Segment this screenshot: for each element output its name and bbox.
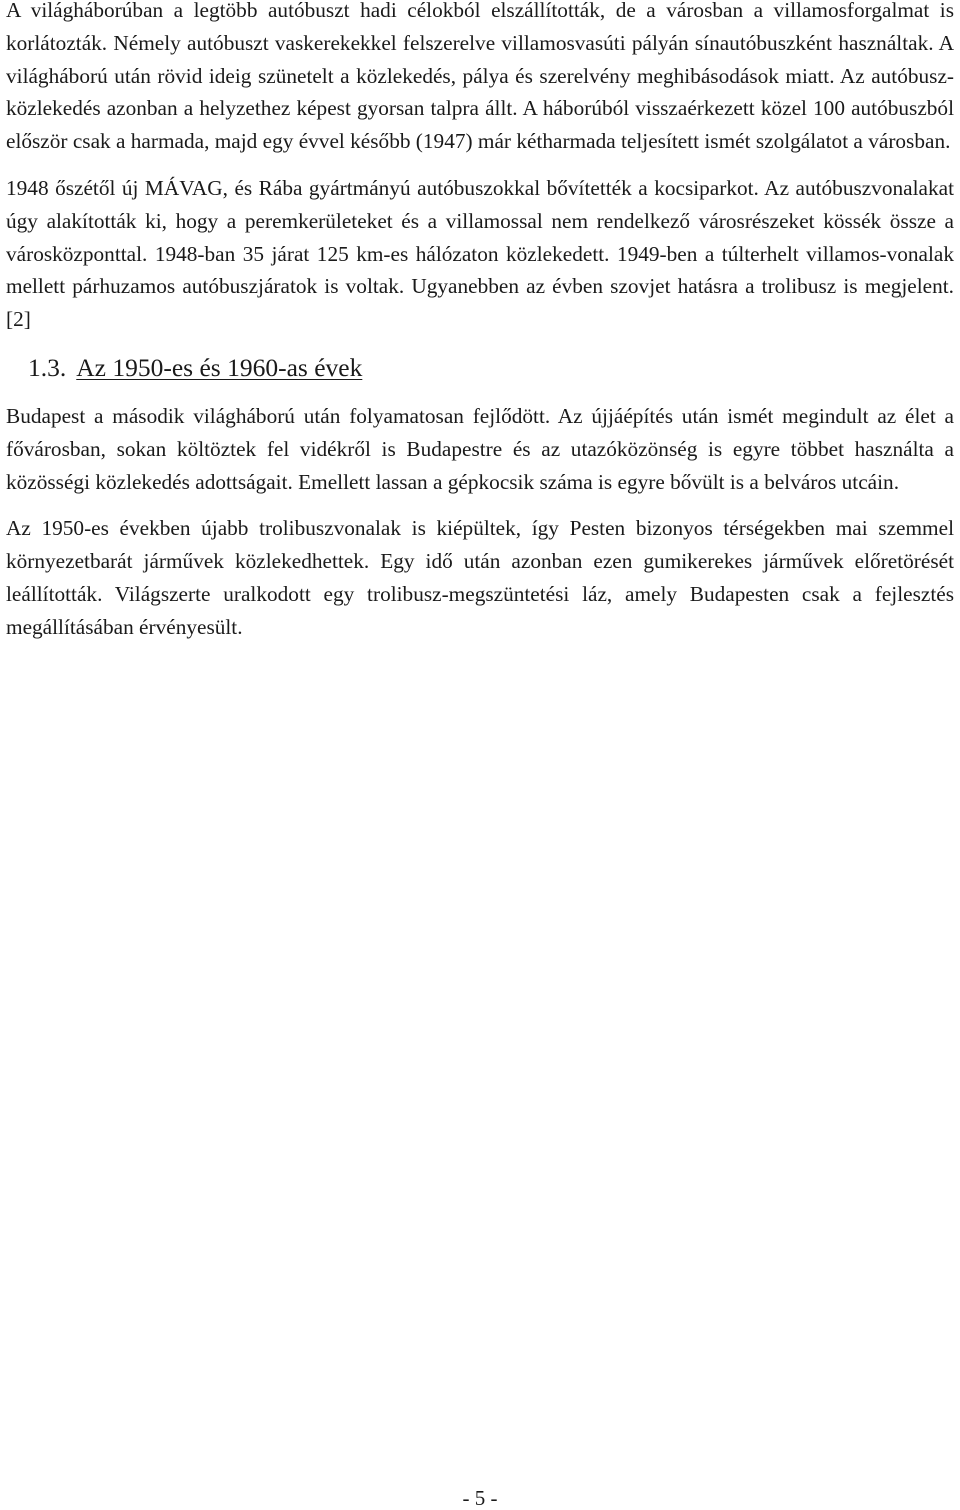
page-number: - 5 - [462,1486,498,1510]
document-page [6,0,954,644]
section-number: 1.3. [28,352,67,382]
section-heading [28,352,954,384]
paragraph-ww2-buses: A világháborúban a legtöbb autóbuszt hadi célokból elszállították, de a városban a villamosforgalmat is korlátozták. Némely autóbuszt vaskerekekkel felszerelve villamosvasúti pályán sínautóbuszként használtak. A világháború után rövid ideig szünetelt a közlekedés, pálya és szerelvény meghibásodások miatt. Az autóbusz-közlekedés azonban a helyzethez képest gyorsan talpra állt. A háborúból visszaérkezett közel 100 autóbuszból először csak a harmada, majd egy évvel később (1947) már kétharmada teljesített ismét szolgálatot a városban. [6,0,954,154]
paragraph-postwar-development: Budapest a második világháború után folyamatosan fejlődött. Az újjáépítés után ismét megindult az élet a fővárosban, sokan költöztek fel vidékről is Budapestre és az utazóközönség is egyre többet használta a közösségi közlekedés adottságait. Emellett lassan a gépkocsik száma is egyre bővült is a belváros utcáin. [6,403,954,494]
paragraph-trolleybus-1950s: Az 1950-es években újabb trolibuszvonalak is kiépültek, így Pesten bizonyos térségekben mai szemmel környezetbarát járművek közlekedhettek. Egy idő után azonban ezen gumikerekes járművek előretörését leállították. Világszerte uralkodott egy trolibusz-megszüntetési láz, amely Budapesten csak a fejlesztés megállításában érvényesült. [6,516,954,639]
paragraph-1948-fleet: 1948 őszétől új MÁVAG, és Rába gyártmányú autóbuszokkal bővítették a kocsiparkot. Az autóbuszvonalakat úgy alakították ki, hogy a peremkerületeket és a villamossal nem rendelkező városrészeket kössék össze a városközponttal. 1948-ban 35 járat 125 km-es hálózaton közlekedett. 1949-ben a túlterhelt villamos-vonalak mellett párhuzamos autóbuszjáratok is voltak. Ugyanebben az évben szovjet hatásra a trolibusz is megjelent.[2] [6,175,954,332]
section-title: Az 1950-es és 1960-as évek [76,352,363,382]
